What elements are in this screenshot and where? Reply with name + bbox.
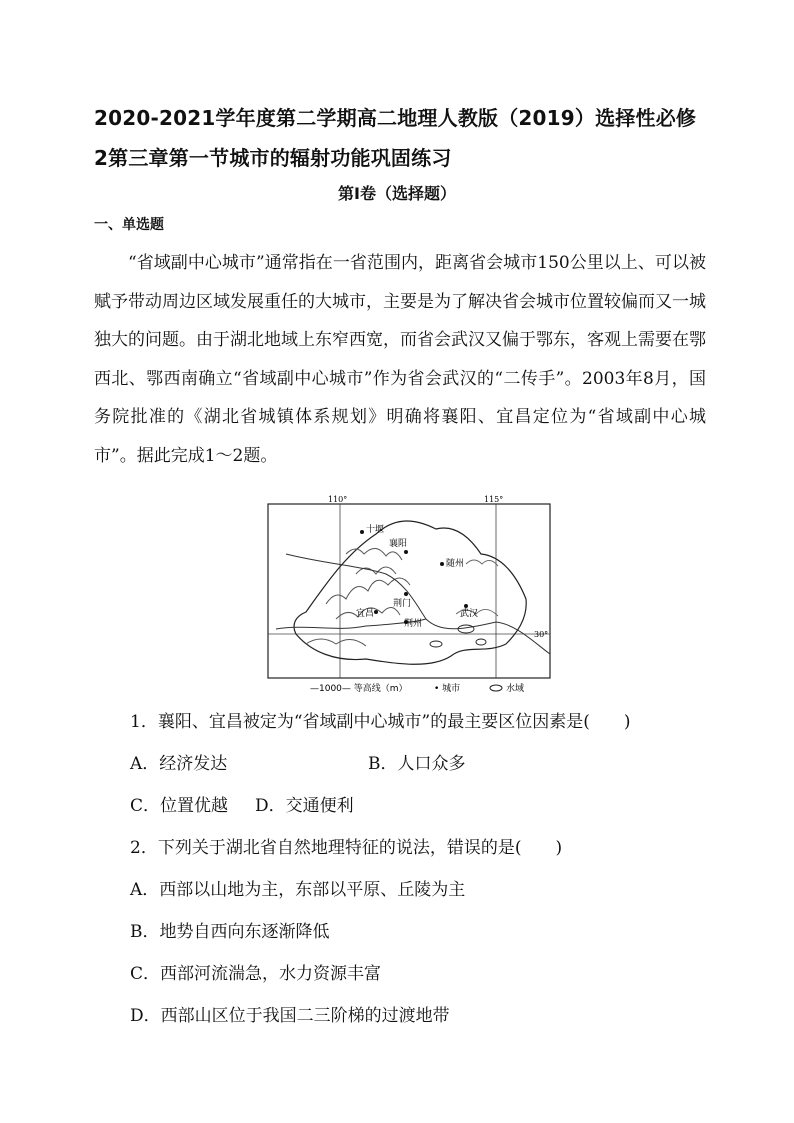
q1-option-d: D．交通便利 [255,796,354,816]
question-1-stem: 1．襄阳、宜昌被定为“省域副中心城市”的最主要区位因素是( ) [130,712,631,732]
question-1-options-row-2 [130,791,354,816]
city-label-shiyan: 十堰 [366,525,385,535]
q2-option-b: B．地势自西向东逐渐降低 [130,922,330,942]
question-1-options-row-1 [130,749,466,774]
q2-option-d: D．西部山区位于我国二三阶梯的过渡地带 [130,1006,450,1026]
reading-passage [94,244,706,476]
q1-option-c: C．位置优越 [130,796,229,816]
city-label-wuhan: 武汉 [460,609,479,619]
question-2-stem: 2．下列关于湖北省自然地理特征的说法，错误的是( ) [130,838,563,858]
legend-water: 水域 [506,684,525,694]
city-label-xiangyang: 襄阳 [389,539,408,549]
city-label-jingzhou: 荆州 [404,619,423,629]
city-label-yichang: 宜昌 [356,609,375,619]
water-legend-icon [490,685,502,691]
lon-label-110: 110° [328,495,348,504]
section-heading: 一、单选题 [94,217,164,233]
q1-option-a: A．经济发达 [130,754,228,774]
city-label-suizhou: 随州 [446,559,465,569]
legend-contour: —1000— 等高线（m） [310,684,408,694]
hubei-map [266,494,552,696]
lat-label-30: 30° [534,630,549,639]
passage-text: “省域副中心城市”通常指在一省范围内，距离省会城市150公里以上、可以被赋予带动周边区域发展重任的大城市，主要是为了解决省会城市位置较偏而又一城独大的问题。由于湖北地域上东窄西宽，而省会武汉又偏于鄂东，客观上需要在鄂西北、鄂西南确立“省域副中心城市”作为省会武汉的“二传手”。2003年8月，国务院批准的《湖北省城镇体系规划》明确将襄阳、宜昌定位为“省域副中心城市”。据此完成1～2题。 [94,253,706,466]
q2-option-a: A．西部以山地为主，东部以平原、丘陵为主 [130,880,466,900]
city-label-jingmen: 荆门 [393,599,412,609]
q1-option-b: B．人口众多 [368,754,466,774]
lon-label-115: 115° [484,495,504,504]
volume-heading: 第I卷（选择题） [338,184,456,203]
document-title: 2020-2021学年度第二学期高二地理人教版（2019）选择性必修2第三章第一节城市的辐射功能巩固练习 [94,106,697,170]
legend-city: • 城市 [434,684,461,694]
q2-option-c: C．西部河流湍急，水力资源丰富 [130,964,382,984]
